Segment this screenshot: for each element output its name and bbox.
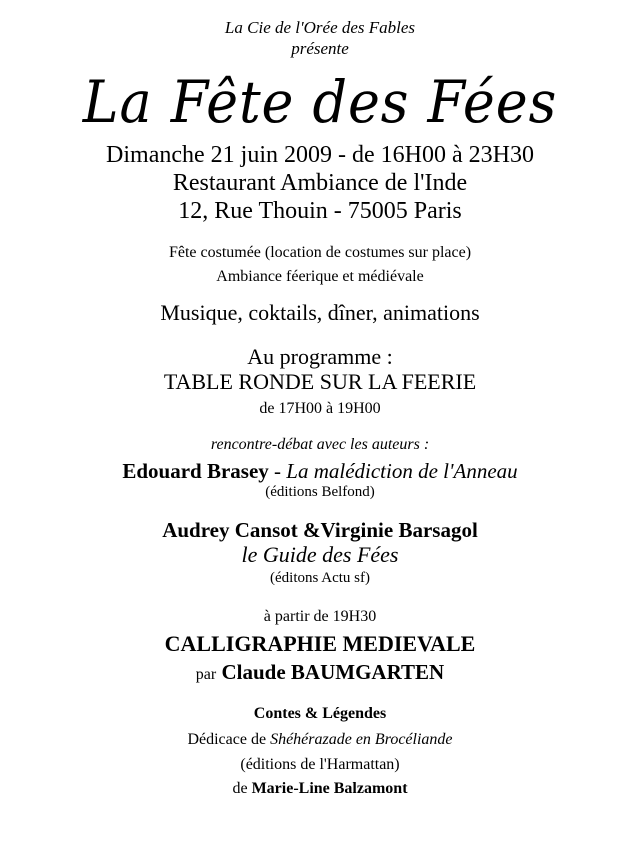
author2-publisher: (éditons Actu sf) [270, 570, 370, 586]
calligraphy-time: à partir de 19H30 [263, 608, 377, 625]
author1-separator: - [268, 459, 287, 483]
calligraphy-by: par [195, 666, 217, 683]
author2-book: le Guide des Fées [241, 542, 399, 567]
tales-author: Marie-Line Balzamont [251, 780, 408, 797]
author2-names: Audrey Cansot &Virginie Barsagol [162, 518, 478, 542]
costume-note: Fête costumée (location de costumes sur place) [168, 244, 472, 261]
dedication-line [0, 731, 640, 749]
event-date: Dimanche 21 juin 2009 - de 16H00 à 23H30 [106, 142, 534, 168]
dedication-prefix: Dédicace de [187, 731, 271, 748]
round-table-title: TABLE RONDE SUR LA FEERIE [163, 369, 477, 394]
calligraphy-title: CALLIGRAPHIE MEDIEVALE [164, 631, 476, 656]
event-address: 12, Rue Thouin - 75005 Paris [178, 198, 462, 224]
programme-heading: Au programme : [247, 344, 393, 369]
author1-line [0, 459, 640, 484]
author1-book: La malédiction de l'Anneau [286, 459, 518, 483]
round-table-time: de 17H00 à 19H00 [259, 400, 381, 417]
event-venue: Restaurant Ambiance de l'Inde [172, 170, 468, 196]
page-title: La Fête des Fées [82, 68, 558, 136]
dedication-book: Shéhérazade en Brocéliande [270, 731, 453, 748]
activities: Musique, coktails, dîner, animations [160, 300, 480, 325]
ambiance-note: Ambiance féerique et médiévale [216, 268, 424, 285]
presents-label: présente [291, 39, 349, 58]
author1-publisher: (éditions Belfond) [265, 484, 375, 500]
tales-by: de [232, 780, 248, 797]
author1-name: Edouard Brasey [122, 459, 269, 483]
tales-heading: Contes & Légendes [253, 705, 387, 722]
tales-author-line [0, 780, 640, 798]
calligraphy-artist-line [0, 660, 640, 685]
calligraphy-artist: Claude BAUMGARTEN [221, 660, 445, 684]
tales-publisher: (éditions de l'Harmattan) [240, 756, 400, 773]
company-name: La Cie de l'Orée des Fables [224, 18, 416, 37]
meeting-intro: rencontre-débat avec les auteurs : [210, 436, 430, 453]
